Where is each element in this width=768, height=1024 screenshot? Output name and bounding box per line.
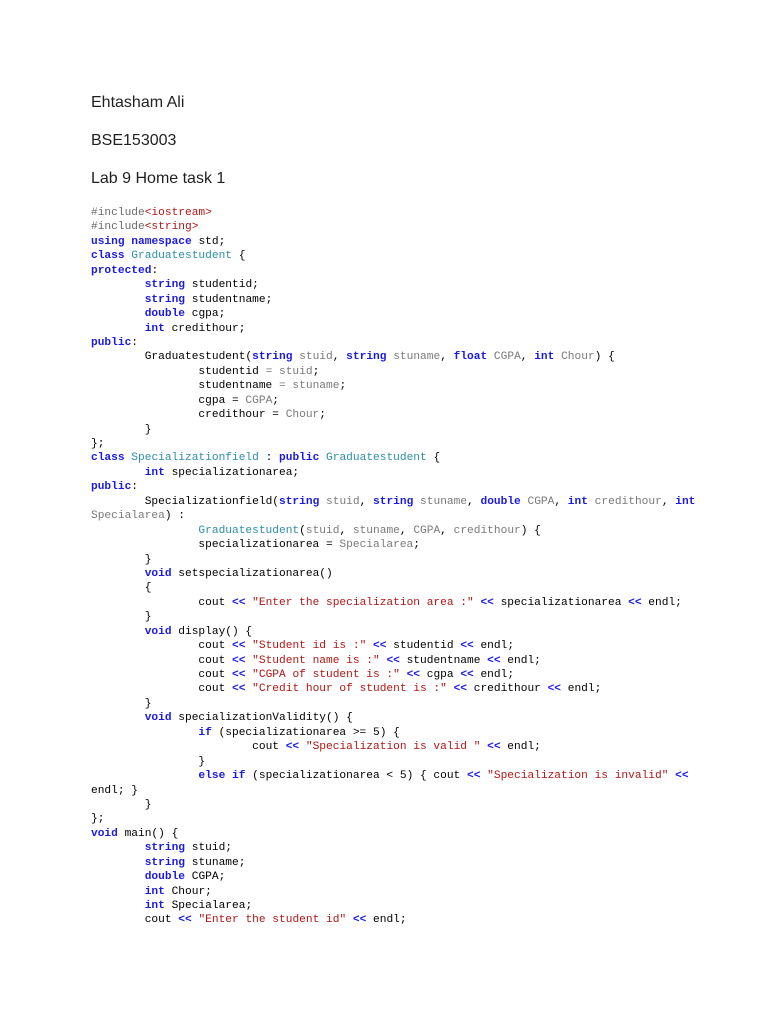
- code-token: studentid: [198, 365, 266, 378]
- code-token: = stuname: [279, 380, 340, 393]
- code-token: void: [91, 827, 118, 840]
- code-token: ,: [359, 495, 374, 508]
- code-token: studentid: [386, 640, 461, 653]
- code-token: #include: [91, 221, 145, 234]
- code-indent: [91, 914, 145, 926]
- code-token: string: [144, 293, 186, 306]
- code-line: [91, 625, 695, 639]
- code-token: Graduatestudent(: [144, 351, 253, 364]
- code-token: <<: [232, 640, 246, 653]
- code-token: <<: [232, 596, 246, 609]
- code-token: ,: [520, 351, 535, 364]
- code-token: "CGPA of student is :": [252, 669, 400, 681]
- code-token: Chour;: [164, 885, 212, 898]
- code-line: [91, 697, 695, 711]
- code-token: double: [144, 871, 186, 884]
- code-token: specializationarea;: [164, 466, 300, 479]
- code-token: ,: [554, 495, 568, 508]
- code-token: <<: [480, 596, 494, 609]
- code-token: ) {: [520, 524, 541, 537]
- code-token: <<: [406, 669, 421, 681]
- code-token: std;: [191, 235, 226, 248]
- code-token: cout: [252, 741, 286, 754]
- code-token: cgpa: [420, 669, 461, 681]
- code-token: credithour: [594, 495, 662, 508]
- code-token: stuname;: [185, 856, 246, 869]
- code-token: cout: [198, 640, 232, 653]
- code-token: "Enter the student id": [198, 914, 347, 927]
- code-token: <<: [675, 770, 689, 783]
- code-token: "Student name is :": [252, 654, 380, 667]
- code-token: <<: [232, 654, 246, 667]
- code-token: :: [258, 452, 280, 465]
- code-token: };: [91, 438, 105, 450]
- code-token: }: [144, 423, 152, 436]
- code-indent: [91, 323, 145, 335]
- code-line: [91, 856, 695, 870]
- code-token: [225, 770, 232, 782]
- student-id: BSE153003: [91, 132, 177, 149]
- code-token: }: [144, 553, 152, 566]
- code-token: public: [279, 452, 320, 465]
- code-token: setspecializationarea(): [171, 567, 333, 580]
- code-token: namespace: [131, 235, 192, 248]
- code-token: cout: [144, 914, 179, 927]
- code-token: endl; }: [91, 784, 138, 797]
- task-title: Lab 9 Home task 1: [91, 170, 226, 187]
- code-line: [91, 408, 695, 422]
- code-token: int: [534, 351, 555, 364]
- code-token: endl;: [561, 683, 602, 696]
- code-token: specializationarea: [493, 596, 629, 609]
- code-token: display() {: [171, 625, 253, 638]
- code-token: [299, 741, 306, 753]
- code-token: string: [144, 842, 186, 855]
- code-indent: [91, 554, 145, 566]
- code-token: }: [144, 798, 152, 811]
- code-token: <<: [460, 640, 474, 653]
- code-token: stuid: [299, 351, 333, 364]
- code-token: <iostream>: [144, 207, 212, 219]
- code-line: [91, 841, 695, 855]
- code-indent: [91, 380, 198, 392]
- code-line: [91, 553, 695, 567]
- code-token: CGPA;: [185, 871, 226, 884]
- code-indent: [91, 756, 198, 768]
- code-line: [91, 220, 695, 234]
- code-token: Chour: [561, 351, 595, 364]
- code-token: "Specialization is valid ": [305, 741, 481, 754]
- code-token: string: [373, 495, 414, 508]
- code-token: Specializationfield(: [144, 495, 279, 508]
- code-token: <<: [232, 683, 246, 696]
- code-indent: [91, 395, 198, 407]
- code-listing: [91, 206, 695, 928]
- code-token: CGPA: [245, 394, 273, 407]
- code-token: <<: [487, 741, 501, 754]
- code-token: cout: [198, 654, 232, 667]
- code-token: ,: [440, 524, 454, 537]
- code-token: [447, 683, 454, 695]
- code-token: studentname;: [185, 293, 273, 306]
- code-line: [91, 249, 695, 263]
- code-token: studentname: [399, 654, 488, 667]
- code-token: class: [91, 250, 125, 263]
- code-token: {: [426, 452, 441, 465]
- code-indent: [91, 727, 198, 739]
- code-indent: [91, 871, 145, 883]
- code-line: [91, 798, 695, 812]
- code-line: [91, 437, 695, 451]
- code-token: Graduatestudent: [131, 250, 233, 263]
- code-token: ,: [661, 495, 676, 508]
- code-token: endl;: [641, 596, 682, 609]
- code-indent: [91, 424, 145, 436]
- code-indent: [91, 900, 145, 912]
- code-token: [521, 496, 528, 508]
- code-token: [588, 496, 595, 508]
- code-token: cout: [198, 669, 232, 681]
- code-line: [91, 740, 695, 754]
- code-token: endl;: [500, 654, 541, 667]
- code-token: ) :: [164, 510, 186, 523]
- code-token: <string>: [144, 221, 199, 234]
- code-token: <<: [232, 669, 246, 681]
- code-token: [319, 496, 326, 508]
- code-line: [91, 336, 695, 350]
- code-line: [91, 784, 695, 798]
- author-name: Ehtasham Ali: [91, 94, 185, 111]
- code-token: int: [144, 885, 165, 898]
- code-token: studentname: [198, 380, 279, 393]
- code-indent: [91, 626, 145, 638]
- code-indent: [91, 539, 198, 551]
- code-token: endl;: [473, 640, 515, 653]
- code-line: [91, 755, 695, 769]
- code-token: stuname: [393, 351, 441, 364]
- code-token: if: [198, 726, 212, 739]
- code-token: string: [252, 351, 293, 364]
- code-token: };: [91, 813, 105, 826]
- code-token: credithour =: [198, 409, 286, 422]
- code-token: ,: [339, 524, 353, 537]
- code-token: studentid;: [185, 279, 259, 292]
- code-token: int: [144, 466, 165, 479]
- code-indent: [91, 799, 145, 811]
- code-token: <<: [547, 683, 562, 696]
- code-token: int: [567, 495, 588, 508]
- code-token: double: [480, 495, 521, 508]
- code-token: ;: [312, 365, 320, 378]
- code-line: [91, 350, 695, 364]
- code-line: [91, 610, 695, 624]
- code-token: = stuid: [265, 365, 313, 378]
- code-token: using: [91, 235, 125, 248]
- code-token: cgpa;: [185, 308, 226, 321]
- code-token: specializationValidity() {: [171, 712, 353, 725]
- code-token: void: [144, 625, 172, 638]
- code-indent: [91, 525, 198, 537]
- code-token: Chour: [285, 409, 320, 422]
- code-token: #include: [91, 207, 145, 219]
- code-token: credithour;: [164, 322, 246, 335]
- code-line: [91, 278, 695, 292]
- code-indent: [91, 294, 145, 306]
- code-token: <<: [487, 654, 501, 667]
- code-token: main() {: [117, 827, 179, 840]
- code-token: string: [346, 351, 387, 364]
- code-indent: [91, 351, 145, 363]
- code-line: [91, 812, 695, 826]
- code-token: cout: [198, 683, 232, 696]
- code-token: [346, 914, 353, 926]
- code-line: [91, 451, 695, 465]
- code-token: Specialarea: [339, 539, 414, 552]
- code-indent: [91, 698, 145, 710]
- code-token: }: [198, 755, 206, 768]
- code-line: [91, 379, 695, 393]
- code-indent: [91, 655, 198, 667]
- code-token: endl;: [473, 669, 515, 681]
- code-token: specializationarea =: [198, 539, 340, 552]
- code-token: double: [144, 308, 186, 321]
- code-token: {: [232, 250, 246, 263]
- code-token: [400, 669, 407, 681]
- code-line: [91, 682, 695, 696]
- code-token: ;: [272, 394, 279, 407]
- code-token: Specialarea;: [164, 900, 253, 912]
- code-indent: [91, 886, 145, 898]
- code-token: stuname: [420, 495, 468, 508]
- code-token: <<: [628, 596, 642, 609]
- code-line: [91, 322, 695, 336]
- code-token: ,: [399, 524, 414, 537]
- code-token: [366, 640, 373, 652]
- code-token: string: [144, 279, 186, 292]
- code-line: [91, 293, 695, 307]
- code-token: ) {: [594, 351, 615, 364]
- code-token: CGPA: [413, 524, 441, 537]
- code-token: cgpa =: [198, 394, 246, 407]
- code-line: [91, 870, 695, 884]
- code-indent: [91, 712, 145, 724]
- code-indent: [91, 857, 145, 869]
- code-token: credithour: [453, 524, 521, 537]
- code-indent: [91, 308, 145, 320]
- code-indent: [91, 568, 145, 580]
- code-line: [91, 206, 695, 220]
- code-indent: [91, 640, 198, 652]
- code-token: :: [151, 264, 159, 277]
- code-token: (: [299, 524, 306, 537]
- code-token: Specialarea: [91, 510, 165, 523]
- code-token: CGPA: [527, 495, 555, 508]
- code-token: void: [144, 567, 172, 580]
- code-token: }: [144, 697, 152, 710]
- code-line: [91, 524, 695, 538]
- code-token: Specializationfield: [131, 452, 259, 465]
- code-indent: [91, 582, 145, 594]
- code-indent: [91, 770, 198, 782]
- code-token: credithour: [467, 683, 548, 696]
- code-indent: [91, 409, 198, 421]
- code-token: ,: [467, 495, 481, 508]
- code-token: ;: [339, 380, 347, 393]
- code-line: [91, 726, 695, 740]
- code-token: int: [144, 322, 165, 335]
- code-indent: [91, 741, 252, 753]
- code-line: [91, 307, 695, 321]
- code-indent: [91, 279, 145, 291]
- code-line: [91, 538, 695, 552]
- code-token: Graduatestudent: [198, 524, 300, 537]
- code-line: [91, 827, 695, 841]
- code-token: "Enter the specialization area :": [252, 596, 474, 609]
- code-token: public: [91, 481, 132, 494]
- code-token: {: [144, 582, 152, 595]
- code-token: ;: [319, 409, 326, 422]
- code-token: <<: [285, 741, 300, 754]
- code-line: [91, 668, 695, 682]
- code-line: [91, 885, 695, 899]
- code-line: [91, 423, 695, 437]
- code-line: [91, 235, 695, 249]
- code-token: <<: [373, 640, 387, 653]
- code-token: stuid;: [185, 842, 233, 855]
- code-token: float: [453, 351, 488, 364]
- code-line: [91, 711, 695, 725]
- code-line: [91, 365, 695, 379]
- code-token: :: [131, 336, 139, 349]
- code-indent: [91, 611, 145, 623]
- code-token: Graduatestudent: [326, 452, 427, 465]
- code-line: [91, 495, 695, 509]
- code-token: endl;: [500, 741, 541, 754]
- code-token: public: [91, 336, 132, 349]
- code-token: ,: [440, 351, 454, 364]
- code-token: class: [91, 452, 125, 465]
- code-indent: [91, 366, 198, 378]
- code-line: [91, 581, 695, 595]
- code-token: <<: [178, 914, 192, 927]
- code-indent: [91, 842, 145, 854]
- code-token: int: [675, 495, 696, 508]
- code-token: <<: [386, 654, 400, 667]
- code-token: protected: [91, 264, 152, 277]
- code-token: int: [144, 900, 165, 912]
- code-token: <<: [352, 914, 367, 927]
- code-token: [487, 351, 494, 363]
- code-indent: [91, 683, 198, 695]
- code-token: <<: [453, 683, 468, 696]
- code-line: [91, 480, 695, 494]
- code-line: [91, 509, 695, 523]
- code-token: string: [144, 856, 186, 869]
- code-token: ,: [332, 351, 347, 364]
- code-token: string: [279, 495, 320, 508]
- code-line: [91, 654, 695, 668]
- code-token: cout: [198, 596, 232, 609]
- code-line: [91, 639, 695, 653]
- code-token: }: [144, 611, 152, 624]
- code-token: "Credit hour of student is :": [252, 683, 447, 696]
- code-token: (specializationarea < 5) { cout: [245, 770, 467, 783]
- code-token: endl;: [366, 914, 407, 927]
- code-token: CGPA: [493, 351, 521, 364]
- code-indent: [91, 467, 145, 479]
- code-indent: [91, 496, 145, 508]
- code-token: :: [131, 481, 139, 494]
- code-token: (specializationarea >= 5) {: [211, 726, 400, 739]
- code-indent: [91, 597, 198, 609]
- code-token: if: [232, 770, 246, 783]
- code-token: void: [144, 712, 172, 725]
- code-line: [91, 264, 695, 278]
- code-token: "Specialization is invalid": [487, 770, 669, 783]
- code-line: [91, 596, 695, 610]
- code-token: <<: [460, 669, 474, 681]
- code-line: [91, 394, 695, 408]
- code-token: stuid: [305, 524, 340, 537]
- code-token: ;: [413, 539, 420, 552]
- code-line: [91, 567, 695, 581]
- code-indent: [91, 669, 198, 681]
- code-token: else: [198, 770, 226, 783]
- code-token: <<: [467, 770, 481, 783]
- code-token: stuid: [326, 495, 360, 508]
- code-line: [91, 899, 695, 913]
- code-token: "Student id is :": [252, 640, 367, 653]
- code-line: [91, 769, 695, 783]
- code-token: stuname: [352, 524, 400, 537]
- code-line: [91, 913, 695, 927]
- code-line: [91, 466, 695, 480]
